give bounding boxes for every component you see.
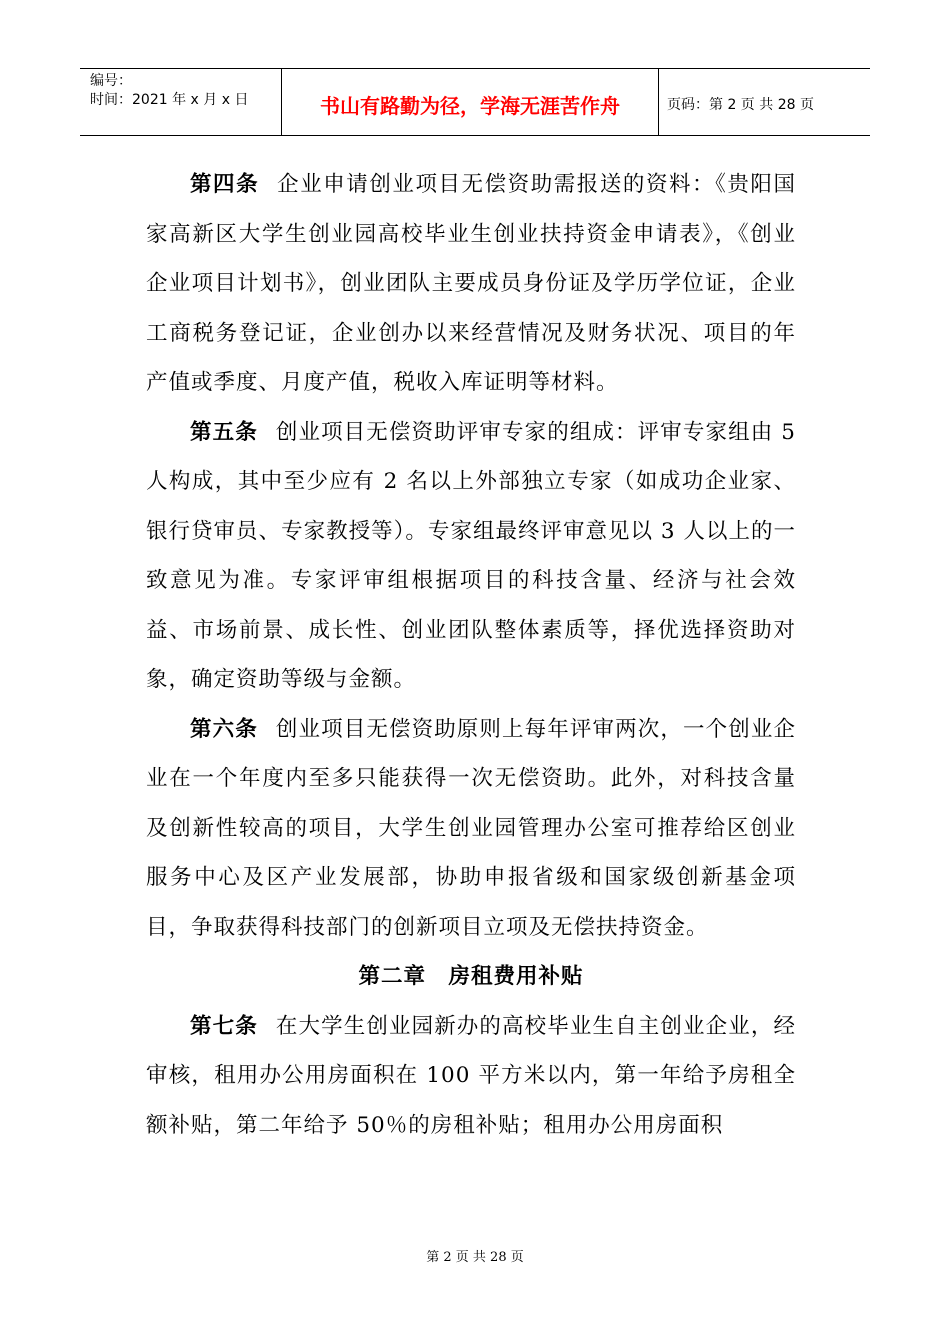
header-motto: 书山有路勤为径，学海无涯苦作舟	[320, 94, 620, 118]
article-7-text: 在大学生创业园新办的高校毕业生自主创业企业，经审核，租用办公用房面积在 100 平方米以内，第一年给予房租全额补贴，第二年给予 50％的房租补贴；租用办公用房面积	[146, 1013, 796, 1138]
chapter-heading: 第二章 房租费用补贴	[358, 964, 584, 989]
document-body	[146, 160, 796, 1150]
article-7	[146, 1002, 796, 1151]
article-5	[146, 408, 796, 705]
header-page-info: 页码：第 2 页 共 28 页	[667, 97, 814, 113]
page-header	[80, 68, 870, 136]
article-6-title: 第六条	[190, 716, 258, 742]
article-5-text: 创业项目无偿资助评审专家的组成：评审专家组由 5 人构成，其中至少应有 2 名以上外部独立专家（如成功企业家、银行贷审员、专家教授等）。专家组最终评审意见以 3 人以上的一致意见为准。专家评审组根据项目的科技含量、经济与社会效益、市场前景、成长性、创业团队整体素质等，择优选择资助对象，确定资助等级与金额。	[146, 419, 796, 692]
article-4	[146, 160, 796, 408]
article-4-title: 第四条	[190, 172, 260, 197]
header-meta-cell	[80, 69, 282, 135]
article-7-title: 第七条	[190, 1013, 258, 1039]
header-page-cell	[659, 69, 870, 135]
document-date-label: 时间：2021 年 x 月 x 日	[90, 92, 249, 108]
page-footer: 第 2 页 共 28 页	[426, 1250, 524, 1265]
article-5-title: 第五条	[190, 419, 258, 445]
header-motto-cell	[282, 69, 659, 135]
article-4-text: 企业申请创业项目无偿资助需报送的资料：《贵阳国家高新区大学生创业园高校毕业生创业扶持资金申请表》，《创业企业项目计划书》，创业团队主要成员身份证及学历学位证，企业工商税务登记证，企业创办以来经营情况及财务状况、项目的年产值或季度、月度产值，税收入库证明等材料。	[146, 172, 796, 395]
article-6-text: 创业项目无偿资助原则上每年评审两次，一个创业企业在一个年度内至多只能获得一次无偿资助。此外，对科技含量及创新性较高的项目，大学生创业园管理办公室可推荐给区创业服务中心及区产业发展部，协助申报省级和国家级创新基金项目，争取获得科技部门的创新项目立项及无偿扶持资金。	[146, 716, 796, 940]
document-number-label: 编号：	[90, 73, 132, 89]
article-6	[146, 705, 796, 953]
